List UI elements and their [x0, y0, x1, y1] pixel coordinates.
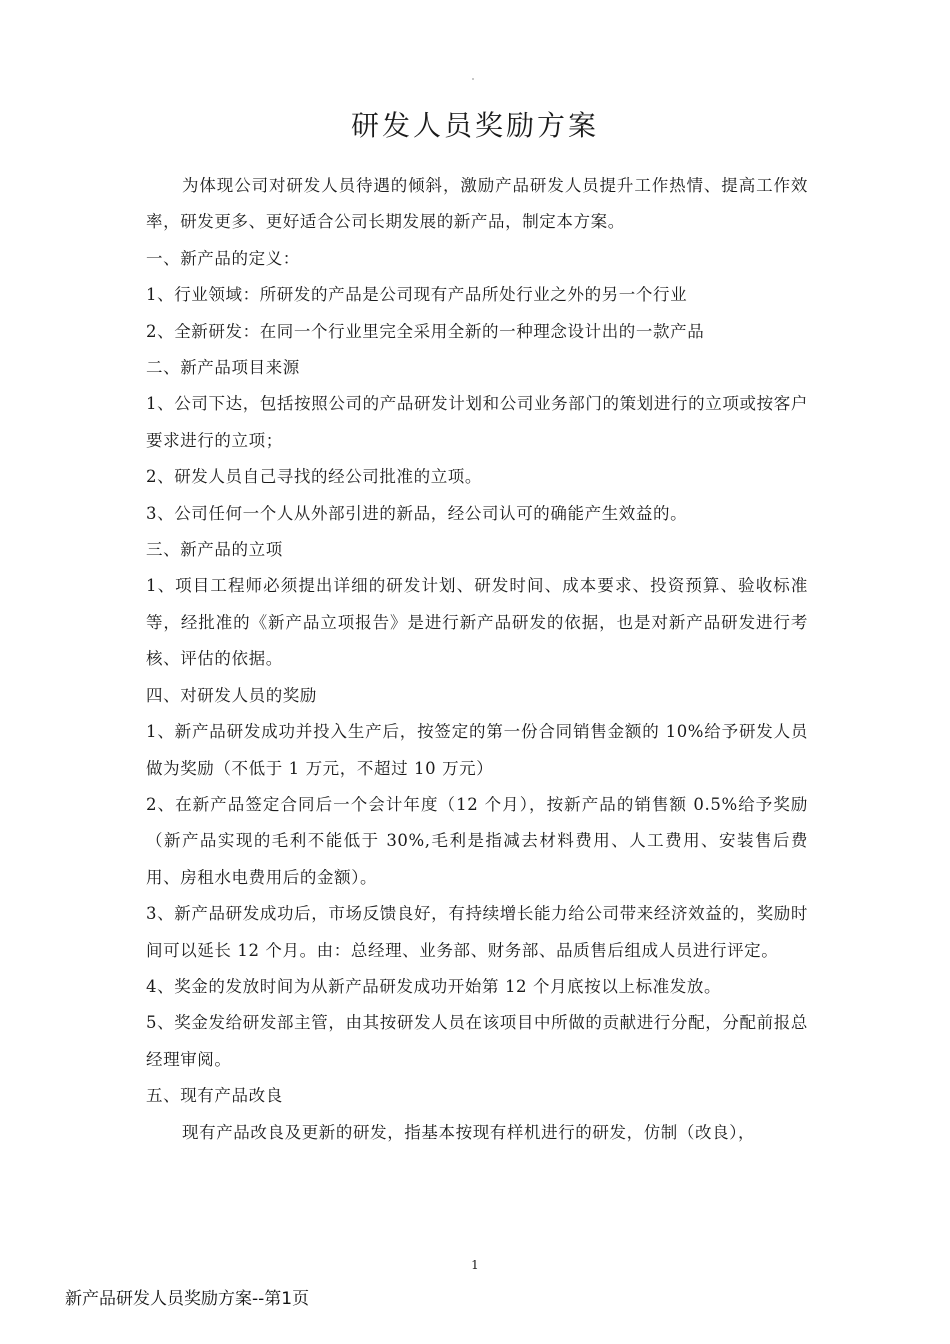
section-heading: 四、对研发人员的奖励 — [146, 685, 317, 705]
page-number: 1 — [471, 1258, 479, 1272]
list-item: 1、公司下达，包括按照公司的产品研发计划和公司业务部门的策划进行的立项或按客户要求进行的立项； — [146, 394, 808, 450]
document-title: 研发人员奖励方案 — [350, 109, 599, 142]
list-item: 2、全新研发：在同一个行业里完全采用全新的一种理念设计出的一款产品 — [146, 321, 705, 341]
list-item: 3、公司任何一个人从外部引进的新品，经公司认可的确能产生效益的。 — [146, 503, 688, 523]
section-heading: 二、新产品项目来源 — [146, 358, 300, 378]
footer-caption: 新产品研发人员奖励方案--第1页 — [65, 1289, 310, 1309]
list-item: 1、项目工程师必须提出详细的研发计划、研发时间、成本要求、投资预算、验收标准等，经批准的《新产品立项报告》是进行新产品研发的依据，也是对新产品研发进行考核、评估的依据。 — [146, 576, 808, 669]
list-item: 1、新产品研发成功并投入生产后，按签定的第一份合同销售金额的 10%给予研发人员做为奖励（不低于 1 万元，不超过 10 万元） — [146, 722, 808, 778]
page-marker-dot — [472, 78, 474, 80]
list-item: 1、行业领域：所研发的产品是公司现有产品所处行业之外的另一个行业 — [146, 285, 688, 305]
list-item: 2、研发人员自己寻找的经公司批准的立项。 — [146, 467, 482, 487]
intro-paragraph: 为体现公司对研发人员待遇的倾斜，激励产品研发人员提升工作热情、提高工作效率，研发更多、更好适合公司长期发展的新产品，制定本方案。 — [146, 176, 808, 232]
document-body — [146, 168, 808, 1151]
section-heading: 一、新产品的定义： — [146, 248, 300, 268]
section-heading: 五、现有产品改良 — [146, 1086, 283, 1106]
list-item: 2、在新产品签定合同后一个会计年度（12 个月），按新产品的销售额 0.5%给予奖励（新产品实现的毛利不能低于 30%,毛利是指减去材料费用、人工费用、安装售后费用、房租水电费用后的金额）。 — [146, 794, 808, 887]
body-paragraph: 现有产品改良及更新的研发，指基本按现有样机进行的研发，仿制（改良）， — [182, 1122, 756, 1142]
section-heading: 三、新产品的立项 — [146, 540, 283, 560]
list-item: 4、奖金的发放时间为从新产品研发成功开始第 12 个月底按以上标准发放。 — [146, 976, 722, 996]
list-item: 3、新产品研发成功后，市场反馈良好，有持续增长能力给公司带来经济效益的，奖励时间可以延长 12 个月。由：总经理、业务部、财务部、品质售后组成人员进行评定。 — [146, 904, 808, 960]
list-item: 5、奖金发给研发部主管，由其按研发人员在该项目中所做的贡献进行分配，分配前报总经理审阅。 — [146, 1013, 808, 1069]
